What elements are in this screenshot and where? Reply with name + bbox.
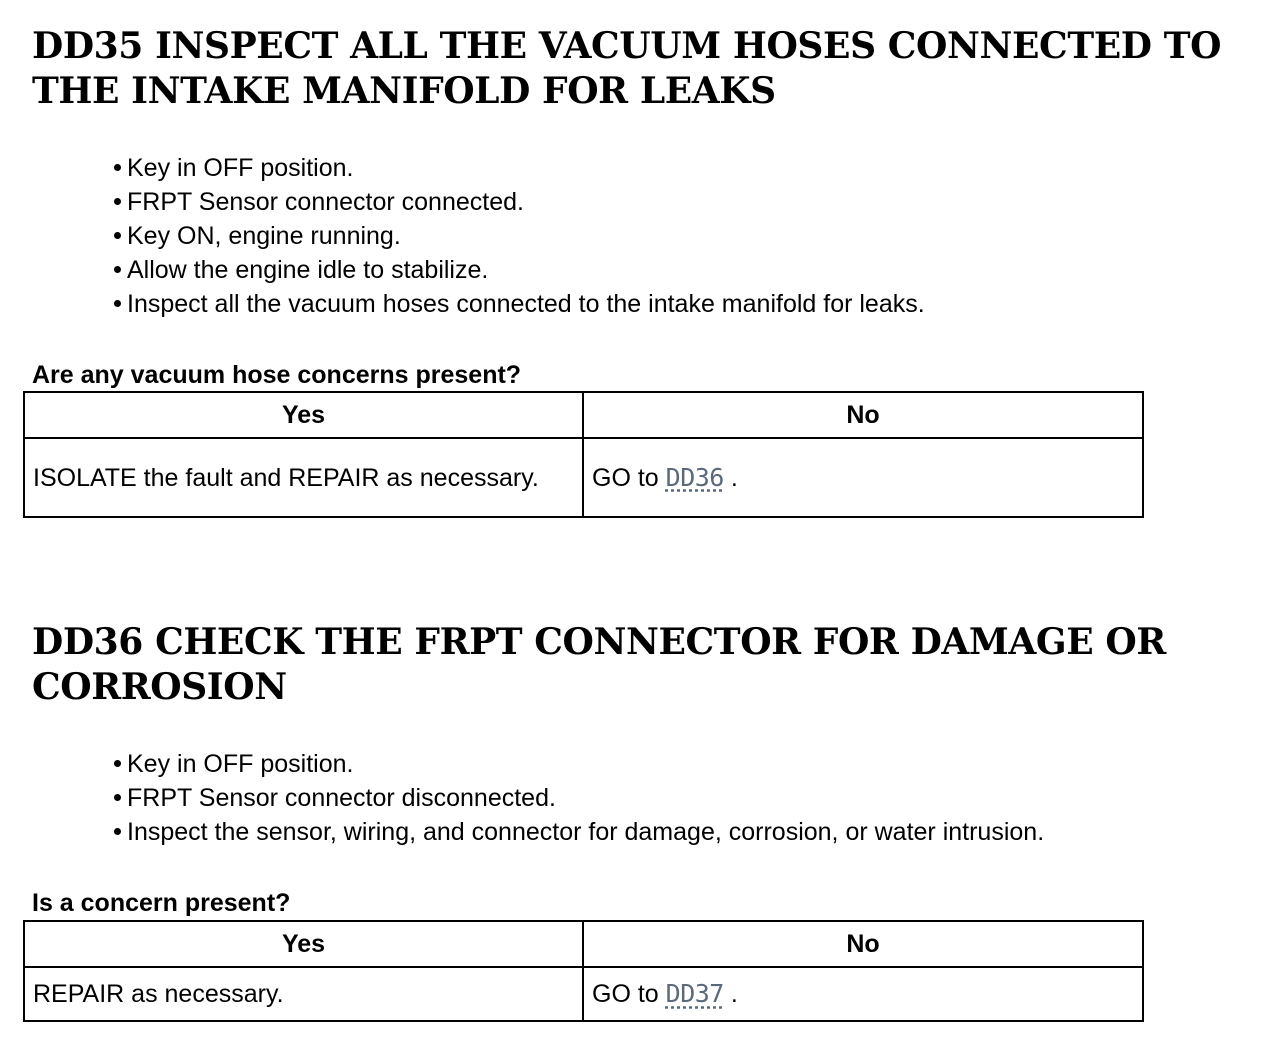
yes-header: Yes	[24, 392, 583, 438]
goto-dd37-link[interactable]: DD37	[665, 979, 724, 1008]
no-header: No	[583, 392, 1143, 438]
step-title: DD35 INSPECT ALL THE VACUUM HOSES CONNECTED TO THE INTAKE MANIFOLD FOR LEAKS	[32, 25, 1222, 112]
bullet-icon	[114, 760, 121, 767]
question-text: Are any vacuum hose concerns present?	[32, 361, 522, 389]
question-text: Is a concern present?	[32, 889, 291, 917]
yes-header: Yes	[24, 921, 583, 967]
no-action: GO to DD37 .	[583, 967, 1143, 1021]
step-title: DD36 CHECK THE FRPT CONNECTOR FOR DAMAGE OR CORROSION	[32, 621, 1166, 708]
list-item: Inspect all the vacuum hoses connected to the intake manifold for leaks.	[114, 287, 925, 321]
list-item: Key ON, engine running.	[114, 219, 925, 253]
list-item: Inspect the sensor, wiring, and connector for damage, corrosion, or water intrusion.	[114, 815, 1044, 849]
table-header-row	[24, 921, 1143, 967]
answer-table	[23, 391, 1144, 518]
no-header: No	[583, 921, 1143, 967]
list-item: Key in OFF position.	[114, 151, 925, 185]
instruction-list	[114, 151, 925, 321]
instruction-list	[114, 747, 1044, 849]
list-item: FRPT Sensor connector connected.	[114, 185, 925, 219]
yes-action: REPAIR as necessary.	[24, 967, 583, 1021]
answer-table	[23, 920, 1144, 1022]
list-item: FRPT Sensor connector disconnected.	[114, 781, 1044, 815]
bullet-icon	[114, 164, 121, 171]
bullet-icon	[114, 266, 121, 273]
bullet-icon	[114, 300, 121, 307]
list-item: Allow the engine idle to stabilize.	[114, 253, 925, 287]
no-action: GO to DD36 .	[583, 438, 1143, 517]
goto-dd36-link[interactable]: DD36	[665, 462, 724, 492]
bullet-icon	[114, 232, 121, 239]
table-header-row	[24, 392, 1143, 438]
table-row	[24, 438, 1143, 517]
bullet-icon	[114, 198, 121, 205]
bullet-icon	[114, 794, 121, 801]
yes-action: ISOLATE the fault and REPAIR as necessary.	[24, 438, 583, 517]
table-row	[24, 967, 1143, 1021]
bullet-icon	[114, 828, 121, 835]
list-item: Key in OFF position.	[114, 747, 1044, 781]
